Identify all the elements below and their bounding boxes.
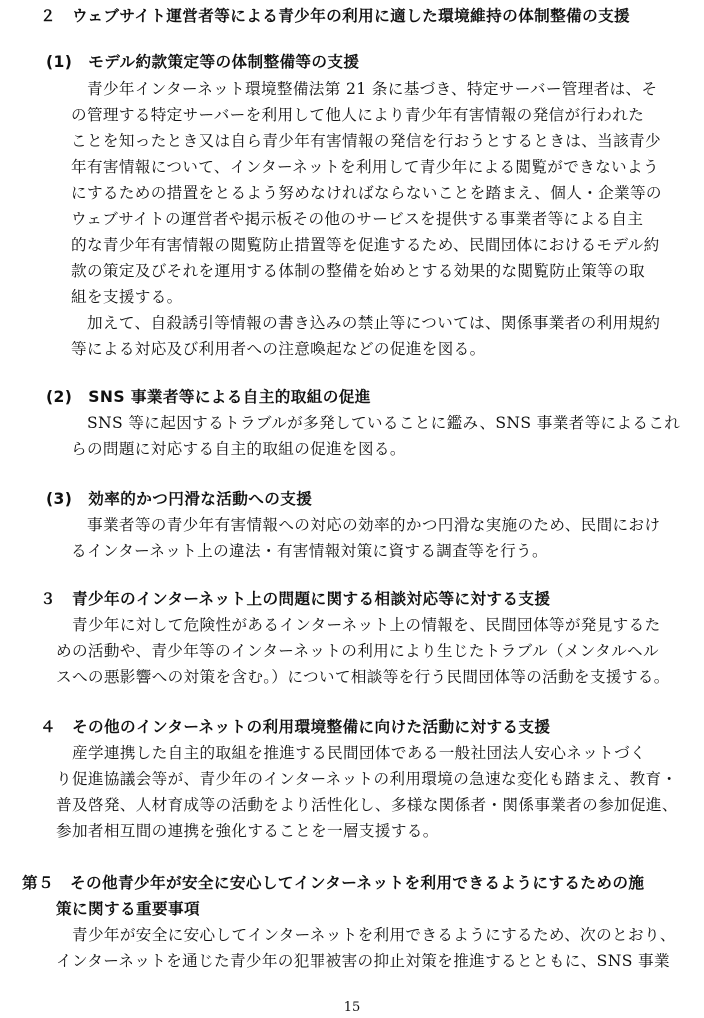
paragraph-line: 加えて、自殺誘引等情報の書き込みの禁止等については、関係事業者の利用規約 xyxy=(87,314,661,332)
paragraph-line: 青少年が安全に安心してインターネットを利用できるようにするため、次のとおり、 xyxy=(72,926,676,944)
paragraph-line: ことを知ったとき又は自ら青少年有害情報の発信を行おうとするときは、当該青少 xyxy=(71,132,661,150)
paragraph-line: 事業者等の青少年有害情報への対応の効率的かつ円滑な実施のため、民間におけ xyxy=(87,516,661,534)
paragraph-line: るインターネット上の違法・有害情報対策に資する調査等を行う。 xyxy=(71,542,548,560)
paragraph-line: らの問題に対応する自主的取組の促進を図る。 xyxy=(71,440,406,458)
paragraph-line: めの活動や、青少年等のインターネットの利用により生じたトラブル（メンタルヘル xyxy=(56,642,659,660)
subsection-2-heading: (2) SNS 事業者等による自主的取組の促進 xyxy=(46,388,371,406)
section-2-heading: ２ ウェブサイト運営者等による青少年の利用に適した環境維持の体制整備の支援 xyxy=(40,7,631,25)
section-4-heading: ４ その他のインターネットの利用環境整備に向けた活動に対する支援 xyxy=(40,718,551,736)
part-5-heading: 第５ その他青少年が安全に安心してインターネットを利用できるようにするための施 xyxy=(22,874,645,892)
paragraph-line: 青少年に対して危険性があるインターネット上の情報を、民間団体等が発見するた xyxy=(72,616,661,634)
paragraph-line: インターネットを通じた青少年の犯罪被害の抑止対策を推進するとともに、SNS 事業 xyxy=(56,952,670,970)
paragraph-line: ウェブサイトの運営者や掲示板その他のサービスを提供する事業者等による自主 xyxy=(71,210,644,228)
paragraph-line: 等による対応及び利用者への注意喚起などの促進を図る。 xyxy=(71,340,486,358)
subsection-3-heading: (3) 効率的かつ円滑な活動への支援 xyxy=(46,490,313,508)
page-number: 15 xyxy=(343,1000,361,1015)
paragraph-line: 参加者相互間の連携を強化することを一層支援する。 xyxy=(56,822,439,840)
paragraph-line: 普及啓発、人材育成等の活動をより活性化し、多様な関係者・関係事業者の参加促進、 xyxy=(56,796,678,814)
paragraph-line: の管理する特定サーバーを利用して他人により青少年有害情報の発信が行われた xyxy=(71,106,645,124)
paragraph-line: 的な青少年有害情報の閲覧防止措置等を促進するため、民間団体におけるモデル約 xyxy=(71,236,660,254)
paragraph-line: スへの悪影響への対策を含む。）について相談等を行う民間団体等の活動を支援する。 xyxy=(56,668,670,686)
part-5-heading-cont: 策に関する重要事項 xyxy=(56,900,200,918)
paragraph-line: にするための措置をとるよう努めなければならないことを踏まえ、個人・企業等の xyxy=(71,184,662,202)
section-3-heading: ３ 青少年のインターネット上の問題に関する相談対応等に対する支援 xyxy=(40,590,551,608)
paragraph-line: SNS 等に起因するトラブルが多発していることに鑑み、SNS 事業者等によるこれ xyxy=(87,414,681,432)
paragraph-line: 年有害情報について、インターネットを利用して青少年による閲覧ができないよう xyxy=(71,158,659,176)
paragraph-line: 産学連携した自主的取組を推進する民間団体である一般社団法人安心ネットづく xyxy=(72,744,646,762)
paragraph-line: 組を支援する。 xyxy=(71,288,183,306)
paragraph-line: り促進協議会等が、青少年のインターネットの利用環境の急速な変化も踏まえ、教育・ xyxy=(56,770,678,788)
paragraph-line: 款の策定及びそれを運用する体制の整備を始めとする効果的な閲覧防止策等の取 xyxy=(71,262,645,280)
subsection-1-heading: (1) モデル約款策定等の体制整備等の支援 xyxy=(46,53,360,71)
paragraph-line: 青少年インターネット環境整備法第 21 条に基づき、特定サーバー管理者は、そ xyxy=(87,80,658,98)
